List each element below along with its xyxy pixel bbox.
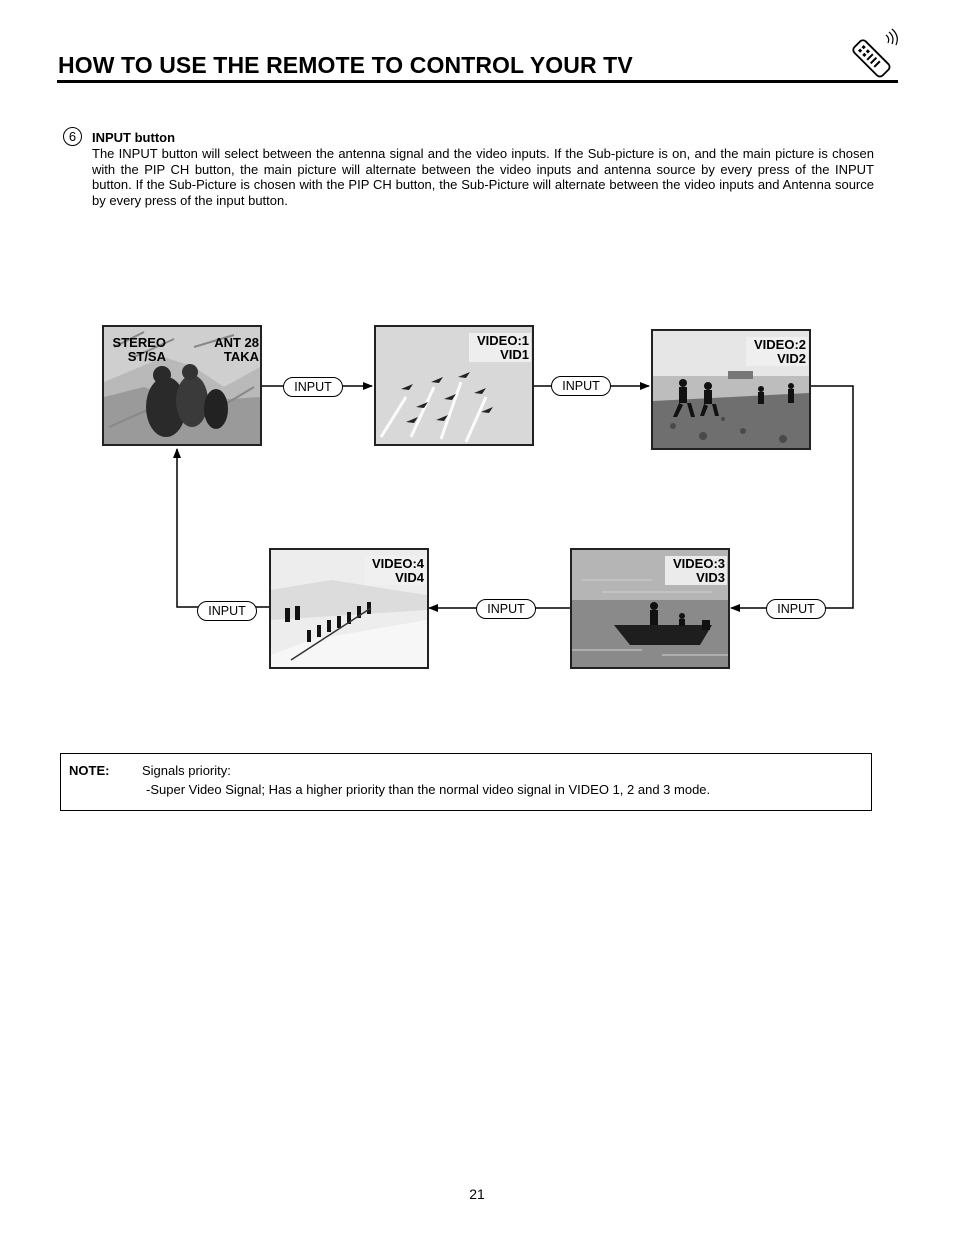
video2-name-text: VID2	[777, 351, 806, 366]
note-label: NOTE:	[69, 763, 110, 778]
remote-control-icon	[846, 27, 900, 81]
screen-antenna	[102, 325, 262, 446]
video3-label	[665, 556, 727, 585]
input-button-label-5: INPUT	[197, 601, 257, 621]
antenna-audio-label	[106, 336, 166, 364]
note-box	[60, 753, 872, 811]
ant-channel-text: ANT 28	[214, 335, 259, 350]
input-button-label-4: INPUT	[476, 599, 536, 619]
screen-video4	[269, 548, 429, 669]
step-number-badge: 6	[63, 127, 82, 146]
input-button-label-1: INPUT	[283, 377, 343, 397]
input-button-label-3: INPUT	[766, 599, 826, 619]
video1-name-text: VID1	[500, 347, 529, 362]
antenna-channel-label	[214, 336, 259, 364]
page-title: HOW TO USE THE REMOTE TO CONTROL YOUR TV	[58, 52, 633, 78]
video4-name-text: VID4	[395, 570, 424, 585]
video2-label	[746, 337, 808, 366]
video4-label	[364, 556, 426, 585]
note-title: Signals priority:	[142, 763, 231, 778]
screen-video1	[374, 325, 534, 446]
input-button-label-2: INPUT	[551, 376, 611, 396]
section-body: The INPUT button will select between the antenna signal and the video inputs. If the Sub-picture is on, and the main picture is chosen with the PIP CH button, the main picture will alternate between the video inputs and antenna source by every press of the INPUT button. If the Sub-Picture is chosen with the PIP CH button, the Sub-Picture will alternate between the video inputs and Antenna source by every press of the input button.	[92, 146, 874, 208]
st-sa-text: ST/SA	[127, 349, 166, 364]
screen-video3	[570, 548, 730, 669]
page-number: 21	[469, 1186, 485, 1202]
title-rule	[57, 80, 898, 83]
video1-label	[469, 333, 531, 362]
screen-video2	[651, 329, 811, 450]
video3-name-text: VID3	[696, 570, 725, 585]
arrow-video4-to-ant	[177, 449, 269, 607]
video1-mode-text: VIDEO:1	[476, 333, 529, 348]
video2-mode-text: VIDEO:2	[753, 337, 806, 352]
station-text: TAKA	[223, 349, 259, 364]
stereo-text: STEREO	[112, 335, 166, 350]
video3-mode-text: VIDEO:3	[672, 556, 725, 571]
video4-mode-text: VIDEO:4	[371, 556, 424, 571]
note-item: -Super Video Signal; Has a higher priority than the normal video signal in VIDEO 1, 2 and 3 mode.	[146, 782, 711, 797]
section-heading: INPUT button	[92, 130, 176, 145]
